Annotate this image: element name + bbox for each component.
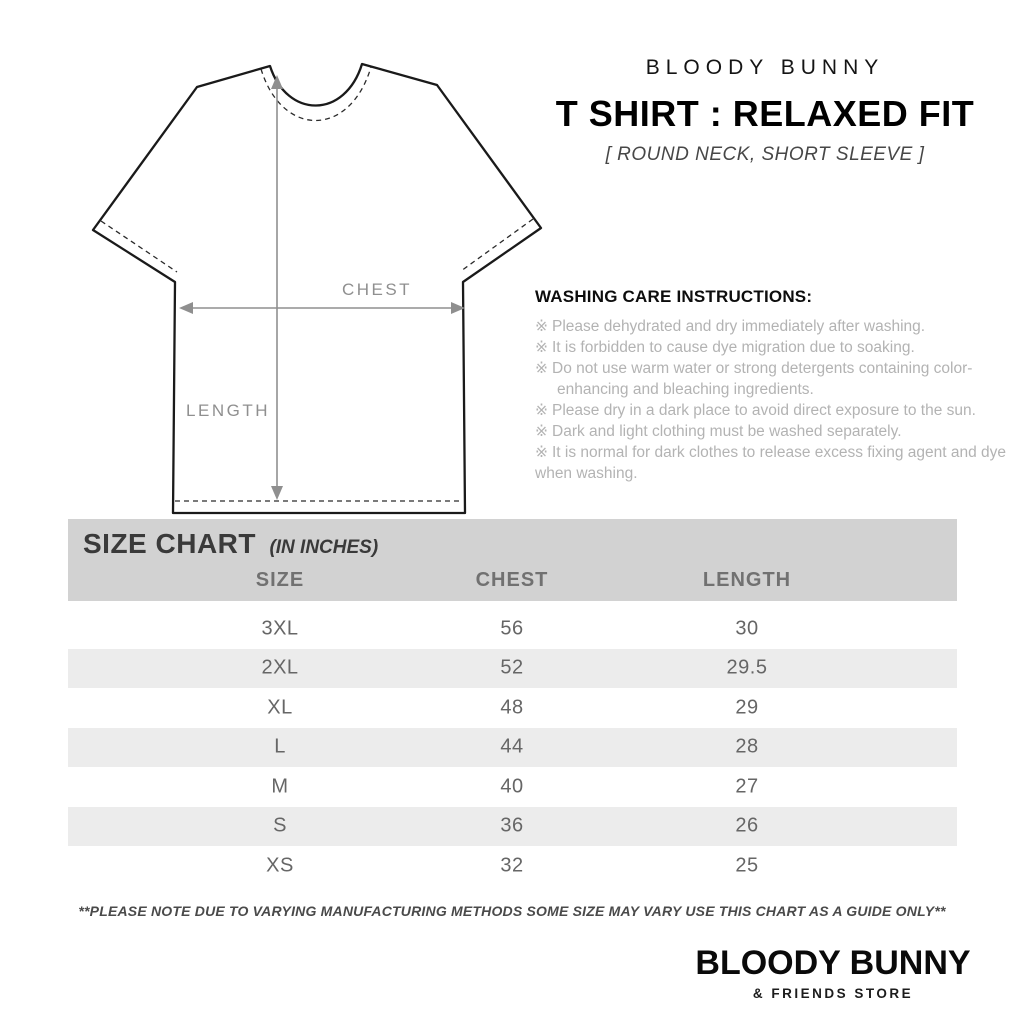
size-chart-header-bar: [68, 519, 957, 601]
tshirt-outline: [93, 64, 541, 513]
size-chart-title: SIZE CHART: [83, 528, 256, 559]
washing-item-text: It is forbidden to cause dye migration due to soaking.: [552, 339, 915, 356]
cell-length: 28: [735, 735, 759, 758]
cell-chest: 56: [500, 617, 524, 640]
tshirt-diagram: [65, 45, 545, 515]
cell-length: 26: [735, 814, 759, 837]
washing-item: [535, 421, 1019, 442]
washing-item-text: Do not use warm water or strong detergents containing color-enhancing and bleaching ingredients.: [552, 360, 973, 398]
product-subtitle: [ ROUND NECK, SHORT SLEEVE ]: [605, 144, 925, 165]
reference-mark-icon: ※: [535, 444, 548, 461]
table-row: [68, 807, 957, 847]
cell-length: 25: [735, 854, 759, 877]
washing-item: [535, 400, 1019, 421]
product-title: T SHIRT : RELAXED FIT: [555, 93, 975, 134]
washing-item: [535, 442, 1019, 484]
reference-mark-icon: ※: [535, 339, 548, 356]
size-chart-table: [68, 601, 957, 886]
disclaimer-note: **PLEASE NOTE DUE TO VARYING MANUFACTURING METHODS SOME SIZE MAY VARY USE THIS CHART AS A GUIDE ONLY**: [78, 903, 946, 919]
column-header-size: SIZE: [255, 569, 305, 591]
brand-name: BLOODY BUNNY: [645, 56, 885, 79]
footer-logo: [688, 944, 978, 1001]
reference-mark-icon: ※: [535, 360, 548, 377]
cell-size: M: [271, 775, 289, 798]
table-row: [68, 728, 957, 768]
footer-store-name: & FRIENDS STORE: [752, 986, 914, 1001]
tshirt-drawing: [65, 45, 545, 515]
footer-brand-name: BLOODY BUNNY: [695, 944, 971, 982]
washing-item: [535, 337, 1019, 358]
chest-label: CHEST: [341, 280, 413, 299]
size-chart-unit: (IN INCHES): [269, 537, 379, 558]
cell-size: 3XL: [261, 617, 299, 640]
cell-chest: 32: [500, 854, 524, 877]
washing-care-title: WASHING CARE INSTRUCTIONS:: [535, 287, 813, 306]
size-chart-title-line: [83, 528, 378, 560]
reference-mark-icon: ※: [535, 423, 548, 440]
washing-item-text: Please dry in a dark place to avoid direct exposure to the sun.: [552, 402, 976, 419]
cell-chest: 48: [500, 696, 524, 719]
column-header-chest: CHEST: [475, 569, 549, 591]
washing-item-text: Please dehydrated and dry immediately after washing.: [552, 318, 926, 335]
cell-chest: 36: [500, 814, 524, 837]
cell-chest: 40: [500, 775, 524, 798]
cell-size: L: [274, 735, 286, 758]
cell-length: 29: [735, 696, 759, 719]
cell-length: 27: [735, 775, 759, 798]
reference-mark-icon: ※: [535, 402, 548, 419]
washing-care-list: [535, 316, 1019, 484]
washing-item-text: It is normal for dark clothes to release excess fixing agent and dye when washing.: [535, 444, 1007, 482]
length-label: LENGTH: [186, 401, 270, 420]
cell-size: XS: [266, 854, 294, 877]
table-row: [68, 767, 957, 807]
table-row: [68, 846, 957, 886]
column-header-length: LENGTH: [702, 569, 792, 591]
cell-size: S: [273, 814, 287, 837]
table-row: [68, 649, 957, 689]
reference-mark-icon: ※: [535, 318, 548, 335]
table-row: [68, 688, 957, 728]
cell-length: 29.5: [726, 656, 768, 679]
cell-length: 30: [735, 617, 759, 640]
washing-care-section: [535, 287, 1019, 484]
table-row: [68, 609, 957, 649]
washing-item: [535, 316, 1019, 337]
cell-chest: 44: [500, 735, 524, 758]
cell-size: 2XL: [261, 656, 299, 679]
cell-size: XL: [267, 696, 293, 719]
header: [545, 56, 985, 166]
cell-chest: 52: [500, 656, 524, 679]
washing-item-text: Dark and light clothing must be washed separately.: [552, 423, 902, 440]
washing-item: [535, 358, 1019, 400]
